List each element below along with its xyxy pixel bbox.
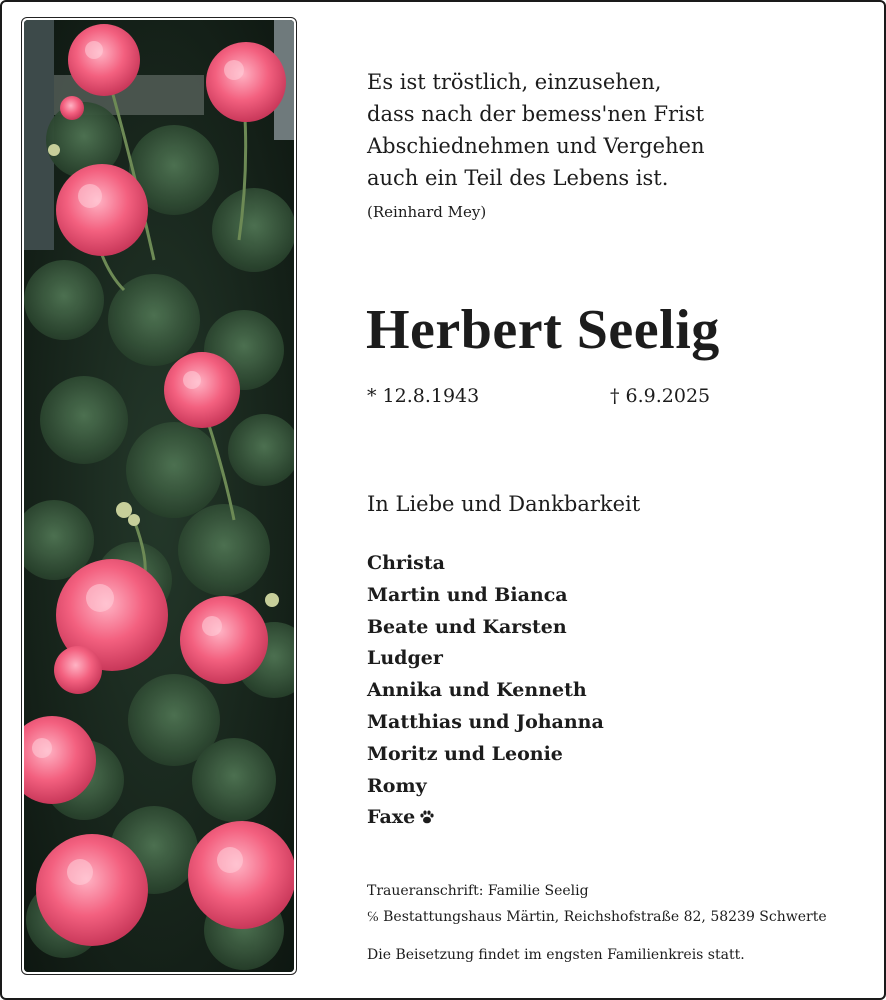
mourner-name: Moritz und Leonie — [367, 742, 563, 765]
burial-note: Die Beisetzung findet im engsten Familienkreis statt. — [367, 947, 745, 963]
mourning-address — [367, 878, 827, 930]
mourner-name: Romy — [367, 774, 427, 797]
deceased-name: Herbert Seelig — [366, 299, 720, 361]
death-date: † 6.9.2025 — [610, 385, 711, 407]
paw-icon — [419, 804, 435, 836]
mourners-list — [367, 548, 604, 836]
mourner-name: Matthias und Johanna — [367, 710, 604, 733]
geranium-photo — [21, 17, 297, 975]
geranium-illustration — [24, 20, 294, 972]
poem-author: (Reinhard Mey) — [367, 203, 487, 221]
poem-line: dass nach der bemess'nen Frist — [367, 102, 705, 126]
mourner-name: Beate und Karsten — [367, 615, 567, 638]
mourner-name: Annika und Kenneth — [367, 679, 587, 702]
address-line-2: ℅ Bestattungshaus Märtin, Reichshofstraße 82, 58239 Schwerte — [367, 909, 827, 925]
poem-line: auch ein Teil des Lebens ist. — [367, 166, 669, 190]
address-line-1: Traueranschrift: Familie Seelig — [367, 883, 589, 899]
mourner-name: Ludger — [367, 647, 443, 670]
poem — [367, 66, 705, 194]
mourner-name: Martin und Bianca — [367, 583, 568, 606]
birth-date: * 12.8.1943 — [367, 385, 480, 407]
geranium-photo-inner — [24, 20, 294, 972]
mourner-faxe — [367, 802, 604, 836]
mourner-name: Faxe — [367, 806, 416, 829]
poem-line: Es ist tröstlich, einzusehen, — [367, 70, 662, 94]
mourner-name: Christa — [367, 552, 445, 574]
poem-line: Abschiednehmen und Vergehen — [367, 134, 705, 158]
dedication: In Liebe und Dankbarkeit — [367, 492, 641, 516]
